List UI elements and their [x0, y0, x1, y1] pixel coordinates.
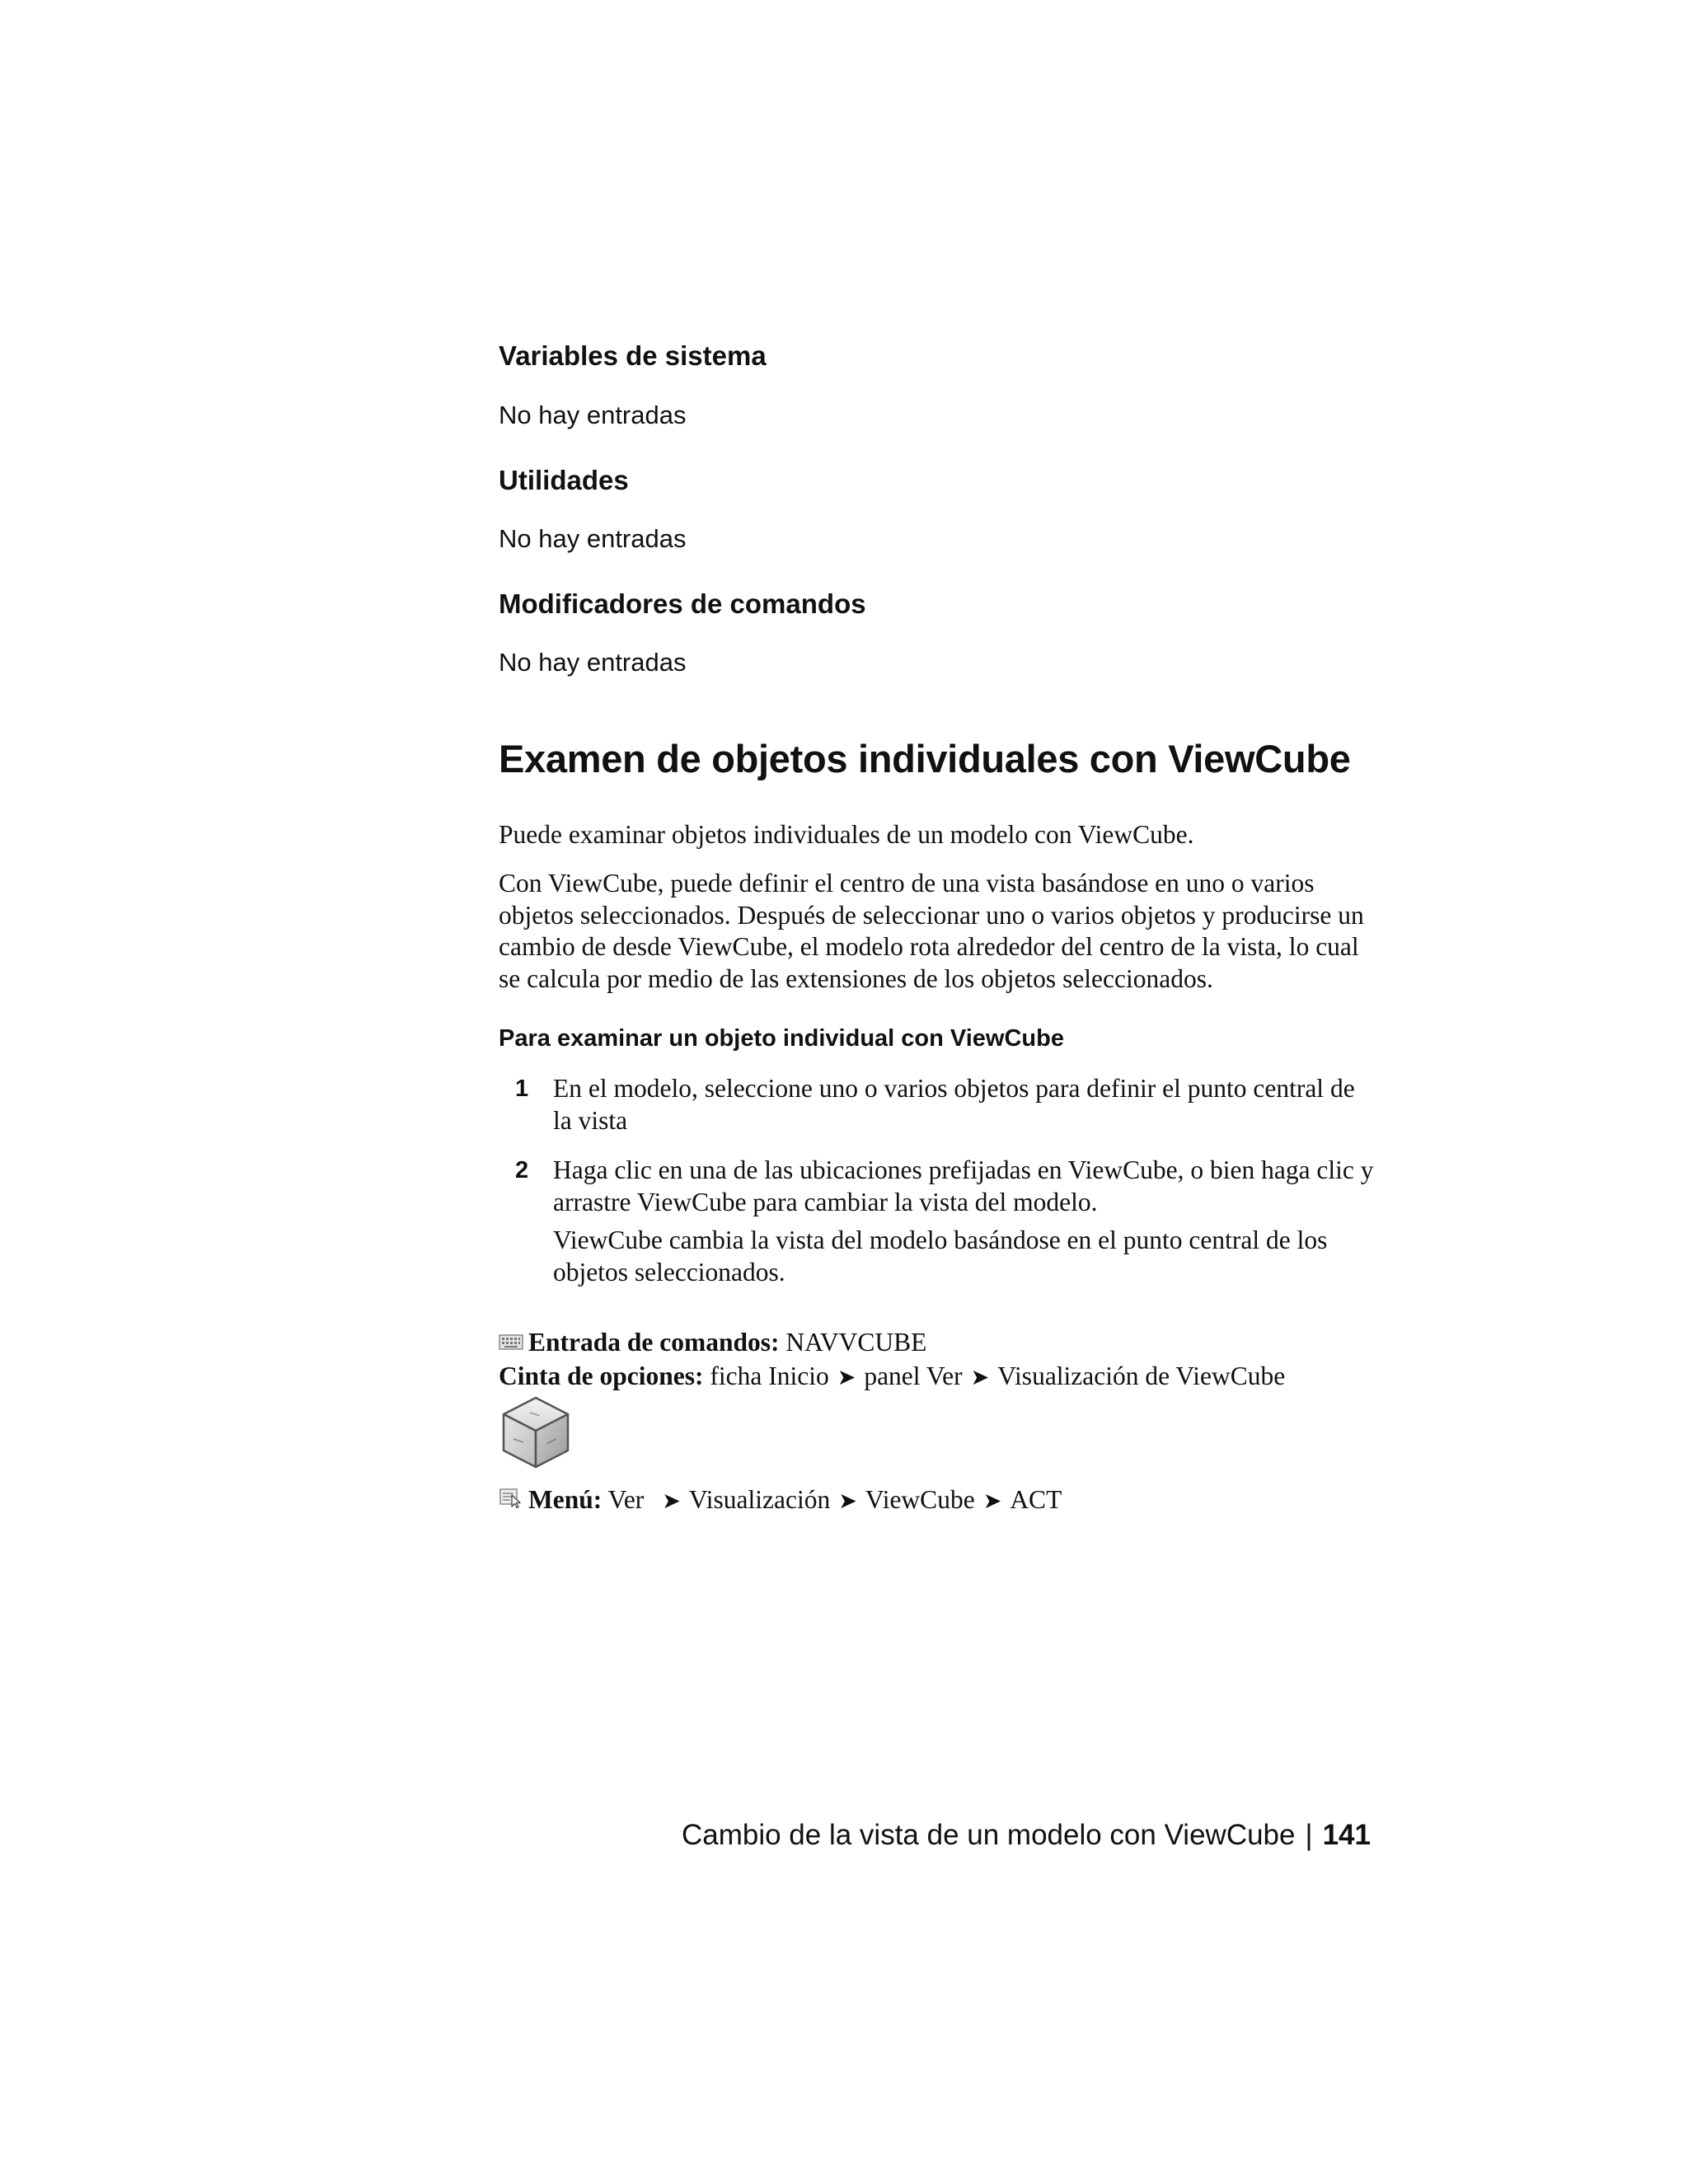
viewcube-icon: [499, 1394, 573, 1470]
section-title-command-modifiers: Modificadores de comandos: [499, 588, 866, 619]
arrow-right-icon: ➤: [838, 1488, 857, 1513]
ribbon-line: [499, 1360, 1285, 1394]
menu-line: [499, 1483, 1062, 1519]
ribbon-path-3: Visualización de ViewCube: [997, 1361, 1286, 1390]
section-title-utilities: Utilidades: [499, 465, 629, 495]
ribbon-label: Cinta de opciones:: [499, 1361, 704, 1390]
arrow-right-icon: ➤: [662, 1488, 681, 1513]
main-heading: Examen de objetos individuales con ViewCube: [499, 737, 1351, 780]
procedure-title: Para examinar un objeto individual con ViewCube: [499, 1025, 1064, 1052]
keyboard-icon: [499, 1326, 523, 1359]
command-entry-line: [499, 1326, 926, 1361]
page-footer: [682, 1817, 1371, 1854]
section-title-system-variables: Variables de sistema: [499, 340, 767, 371]
menu-path-3: ViewCube: [865, 1485, 975, 1514]
menu-path-2: Visualización: [688, 1485, 831, 1514]
footer-separator: |: [1305, 1819, 1313, 1851]
ribbon-path-1: ficha Inicio: [710, 1361, 829, 1390]
footer-title: Cambio de la vista de un modelo con ViewCube: [681, 1819, 1296, 1851]
step-text: Haga clic en una de las ubicaciones prefijadas en ViewCube, o bien haga clic y arrastre ViewCube para cambiar la vista del modelo.: [553, 1155, 1374, 1216]
menu-icon: [499, 1483, 523, 1516]
section-body-system-variables: No hay entradas: [499, 401, 687, 429]
body-paragraph: Con ViewCube, puede definir el centro de una vista basándose en uno o varios objetos seleccionados. Después de seleccionar uno o varios objetos y producirse un cambio de desde ViewCube, el modelo rota alrededor del centro de la vista, lo cual se calcula por medio de las extensiones de los objetos seleccionados.: [499, 869, 1364, 993]
step-note: ViewCube cambia la vista del modelo basándose en el punto central de los objetos seleccionados.: [553, 1226, 1328, 1286]
arrow-right-icon: ➤: [982, 1488, 1002, 1513]
menu-path-1: Ver: [607, 1485, 645, 1514]
intro-paragraph: Puede examinar objetos individuales de un modelo con ViewCube.: [499, 820, 1194, 849]
command-entry-label: Entrada de comandos:: [528, 1328, 780, 1357]
arrow-right-icon: ➤: [970, 1365, 990, 1390]
menu-path-4: ACT: [1010, 1485, 1062, 1514]
section-body-utilities: No hay entradas: [499, 524, 687, 553]
step-number: 2: [515, 1157, 529, 1183]
menu-label: Menú:: [528, 1485, 603, 1514]
command-entry-value: NAVVCUBE: [785, 1328, 927, 1357]
section-body-command-modifiers: No hay entradas: [499, 648, 687, 677]
step-text: En el modelo, seleccione uno o varios objetos para definir el punto central de la vista: [553, 1074, 1355, 1135]
step-number: 1: [515, 1076, 529, 1102]
ribbon-path-2: panel Ver: [864, 1361, 963, 1390]
page-number: 141: [1322, 1819, 1371, 1851]
arrow-right-icon: ➤: [837, 1365, 856, 1390]
